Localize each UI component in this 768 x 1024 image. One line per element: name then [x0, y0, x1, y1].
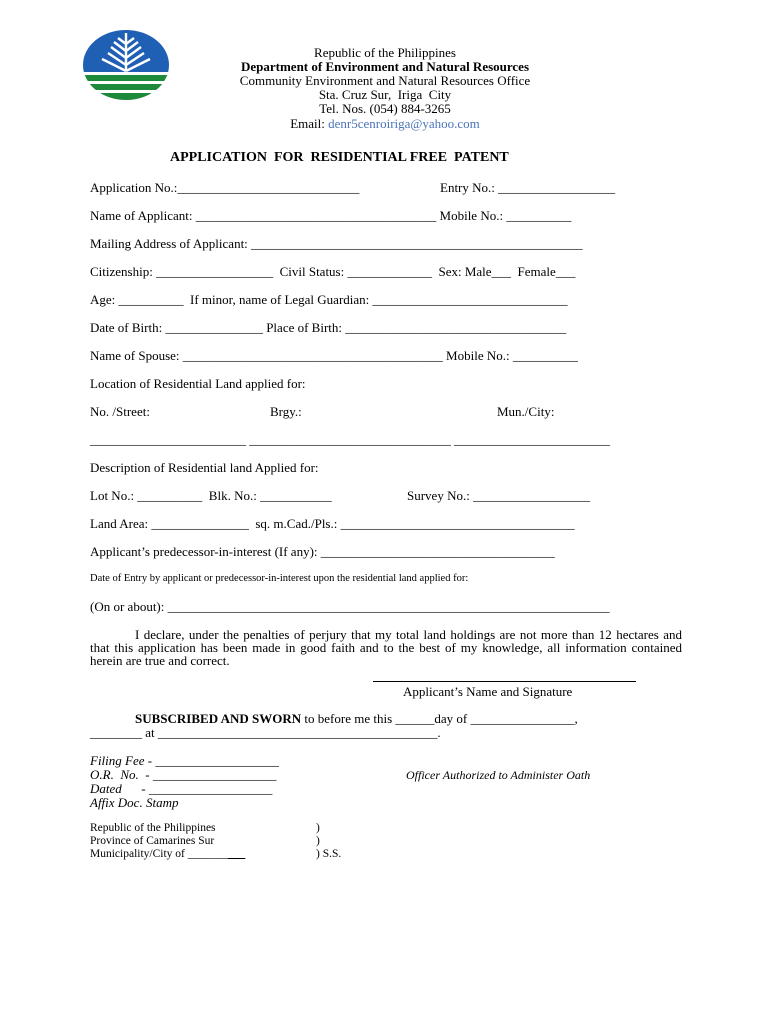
sworn-rest: to before me this ______day of ________________,	[301, 711, 578, 726]
dated-field[interactable]: Dated - ___________________	[90, 781, 273, 796]
venue-province: Province of Camarines Sur	[90, 835, 215, 847]
land-area-field[interactable]: Land Area: _______________ sq. m.Cad./Pls.: ____________________________________	[90, 516, 575, 531]
venue-paren-1: )	[316, 822, 320, 834]
venue-republic: Republic of the Philippines	[90, 822, 216, 834]
header-department: Department of Environment and Natural Resources	[240, 59, 530, 74]
on-or-about-field[interactable]: (On or about): ____________________________________________________________________	[90, 599, 610, 614]
header-email-line	[200, 117, 570, 131]
header-tel: Tel. Nos. (054) 884-3265	[319, 101, 451, 116]
sworn-bold: SUBSCRIBED AND SWORN	[135, 711, 302, 726]
spouse-field[interactable]: Name of Spouse: ________________________________________ Mobile No.: __________	[90, 348, 578, 363]
date-entry-label: Date of Entry by applicant or predecessor-in-interest upon the residential land applied for:	[90, 573, 469, 584]
doc-stamp-label: Affix Doc. Stamp	[90, 795, 179, 810]
email-label: Email:	[290, 116, 329, 131]
location-label: Location of Residential Land applied for:	[90, 376, 306, 391]
sworn-line-2[interactable]: ________ at ___________________________________________.	[90, 725, 441, 740]
or-no-field[interactable]: O.R. No. - ___________________	[90, 767, 277, 782]
header-republic: Republic of the Philippines	[314, 45, 456, 60]
declaration-paragraph: I declare, under the penalties of perjury that my total land holdings are not more than 12 hectares and that this application has been made in good faith and to the best of my knowledge, all information contained herein are true and correct.	[90, 627, 682, 668]
denr-logo	[82, 29, 170, 101]
mun-city-label: Mun./City:	[497, 404, 555, 419]
description-label: Description of Residential land Applied for:	[90, 460, 319, 475]
venue-municipality[interactable]	[90, 848, 245, 861]
venue-municipality-label: Municipality/City of _______	[90, 848, 228, 860]
venue-paren-2: )	[316, 835, 320, 847]
header-address: Sta. Cruz Sur, Iriga City	[318, 87, 452, 102]
signature-label: Applicant’s Name and Signature	[403, 684, 573, 699]
sworn-line	[135, 711, 578, 726]
email-link[interactable]: denr5cenroiriga@yahoo.com	[328, 116, 480, 131]
brgy-label: Brgy.:	[270, 404, 302, 419]
officer-label: Officer Authorized to Administer Oath	[406, 768, 591, 782]
header-office: Community Environment and Natural Resources Office	[239, 73, 531, 88]
lot-blk-field[interactable]: Lot No.: __________ Blk. No.: ___________	[90, 488, 332, 503]
venue-ss: ) S.S.	[316, 848, 342, 860]
age-field[interactable]: Age: __________ If minor, name of Legal Guardian: ______________________________	[90, 292, 568, 307]
predecessor-field[interactable]: Applicant’s predecessor-in-interest (If any): ____________________________________	[90, 544, 555, 559]
applicant-name-field[interactable]: Name of Applicant: _____________________________________ Mobile No.: __________	[90, 208, 572, 223]
venue-municipality-blank[interactable]: ___	[228, 848, 246, 860]
date-of-birth-field[interactable]: Date of Birth: _______________ Place of Birth: __________________________________	[90, 320, 567, 335]
entry-no-field[interactable]: Entry No.: __________________	[440, 180, 616, 195]
citizenship-field[interactable]: Citizenship: __________________ Civil Status: _____________ Sex: Male___ Female___	[90, 264, 576, 279]
survey-no-field[interactable]: Survey No.: __________________	[407, 488, 591, 503]
page-title: APPLICATION FOR RESIDENTIAL FREE PATENT	[170, 150, 509, 165]
no-street-label: No. /Street:	[90, 404, 150, 419]
filing-fee-field[interactable]: Filing Fee - ___________________	[90, 753, 279, 768]
signature-line[interactable]	[373, 681, 636, 682]
mailing-address-field[interactable]: Mailing Address of Applicant: ___________________________________________________	[90, 236, 583, 251]
location-lines[interactable]: ________________________ _______________________________ ________________________	[90, 432, 610, 447]
application-no-field[interactable]: Application No.:____________________________	[90, 180, 360, 195]
